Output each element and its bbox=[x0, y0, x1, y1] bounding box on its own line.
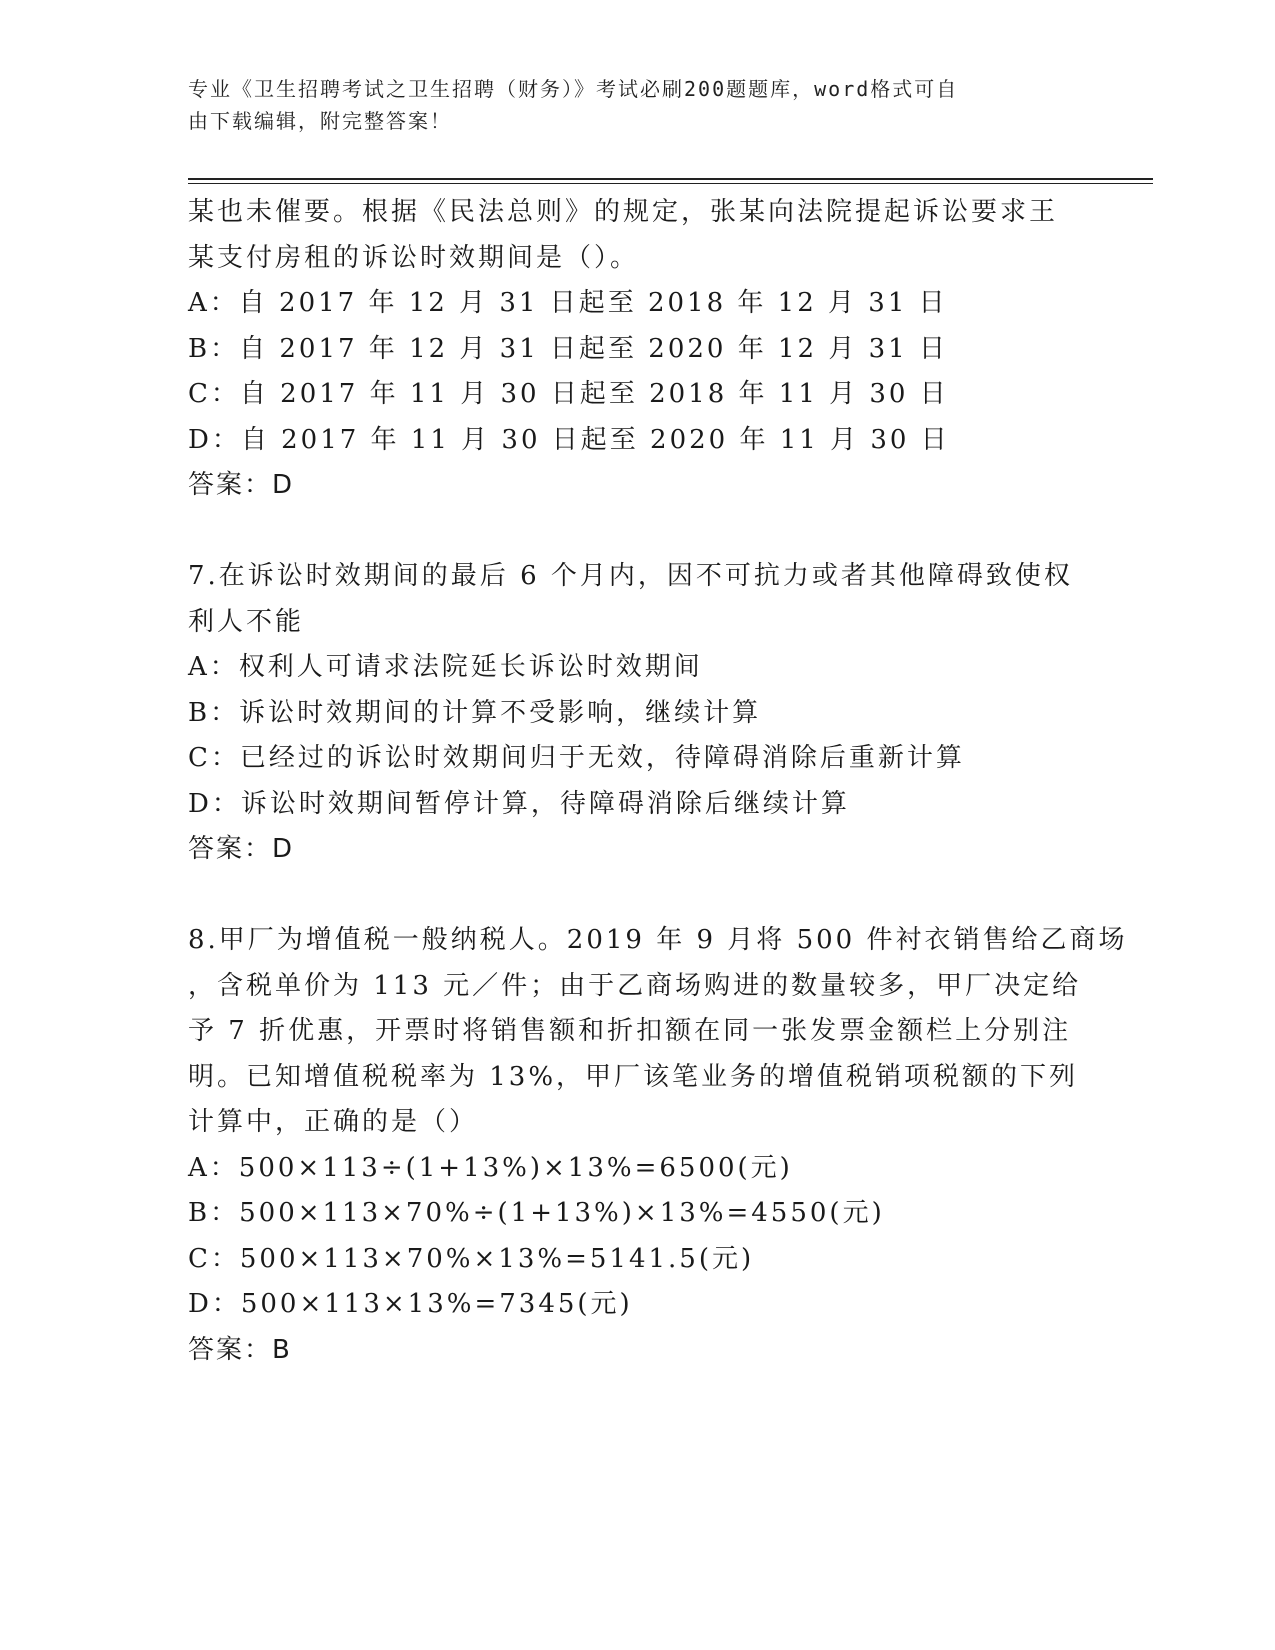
question-stem-line: 计算中，正确的是（） bbox=[188, 1107, 479, 1137]
spacer bbox=[188, 873, 1088, 919]
option-a: A：自 2017 年 12 月 31 日起至 2018 年 12 月 31 日 bbox=[188, 288, 948, 318]
spacer bbox=[188, 509, 1088, 555]
header-line-1: 专业《卫生招聘考试之卫生招聘（财务）》考试必刷200题题库，word格式可自 bbox=[188, 77, 959, 101]
question-7 bbox=[188, 554, 1088, 873]
question-stem-line: 某也未催要。根据《民法总则》的规定，张某向法院提起诉讼要求王 bbox=[188, 197, 1059, 227]
question-8 bbox=[188, 918, 1128, 1373]
question-stem-line: 8.甲厂为增值税一般纳税人。2019 年 9 月将 500 件衬衣销售给乙商场 bbox=[188, 925, 1128, 955]
questions-content bbox=[188, 190, 1128, 1373]
question-stem-line: 明。已知增值税税率为 13%，甲厂该笔业务的增值税销项税额的下列 bbox=[188, 1061, 1079, 1092]
question-stem-line: 利人不能 bbox=[188, 606, 305, 637]
question-stem-line: 予 7 折优惠，开票时将销售额和折扣额在同一张发票金额栏上分别注 bbox=[188, 1016, 1072, 1046]
option-d: D：500×113×13%=7345(元) bbox=[188, 1289, 633, 1319]
question-6 bbox=[188, 190, 1088, 509]
option-b: B：诉讼时效期间的计算不受影响，继续计算 bbox=[188, 697, 762, 728]
option-a: A：500×113÷(1+13%)×13%=6500(元) bbox=[188, 1152, 793, 1183]
option-c: C：500×113×70%×13%=5141.5(元) bbox=[188, 1243, 755, 1274]
option-c: C：已经过的诉讼时效期间归于无效，待障碍消除后重新计算 bbox=[188, 743, 965, 773]
question-stem-line: ，含税单价为 113 元／件；由于乙商场购进的数量较多，甲厂决定给 bbox=[188, 970, 1082, 1001]
header-note bbox=[188, 73, 1078, 137]
option-b: B：自 2017 年 12 月 31 日起至 2020 年 12 月 31 日 bbox=[188, 333, 948, 364]
option-c: C：自 2017 年 11 月 30 日起至 2018 年 11 月 30 日 bbox=[188, 379, 949, 409]
header-line-2: 由下载编辑，附完整答案！ bbox=[188, 109, 452, 133]
option-a: A：权利人可请求法院延长诉讼时效期间 bbox=[188, 652, 703, 682]
option-b: B：500×113×70%÷(1+13%)×13%=4550(元) bbox=[188, 1198, 885, 1228]
option-d: D：自 2017 年 11 月 30 日起至 2020 年 11 月 30 日 bbox=[188, 424, 950, 455]
question-stem-line: 7.在诉讼时效期间的最后 6 个月内，因不可抗力或者其他障碍致使权 bbox=[188, 561, 1073, 591]
header-divider-thick bbox=[188, 178, 1153, 180]
question-stem-line: 某支付房租的诉讼时效期间是（）。 bbox=[188, 242, 640, 273]
header-divider-thin bbox=[188, 183, 1153, 184]
answer-line: 答案：D bbox=[188, 834, 295, 864]
option-d: D：诉讼时效期间暂停计算，待障碍消除后继续计算 bbox=[188, 788, 850, 819]
answer-line: 答案：B bbox=[188, 1334, 292, 1365]
answer-line: 答案：D bbox=[188, 470, 295, 500]
